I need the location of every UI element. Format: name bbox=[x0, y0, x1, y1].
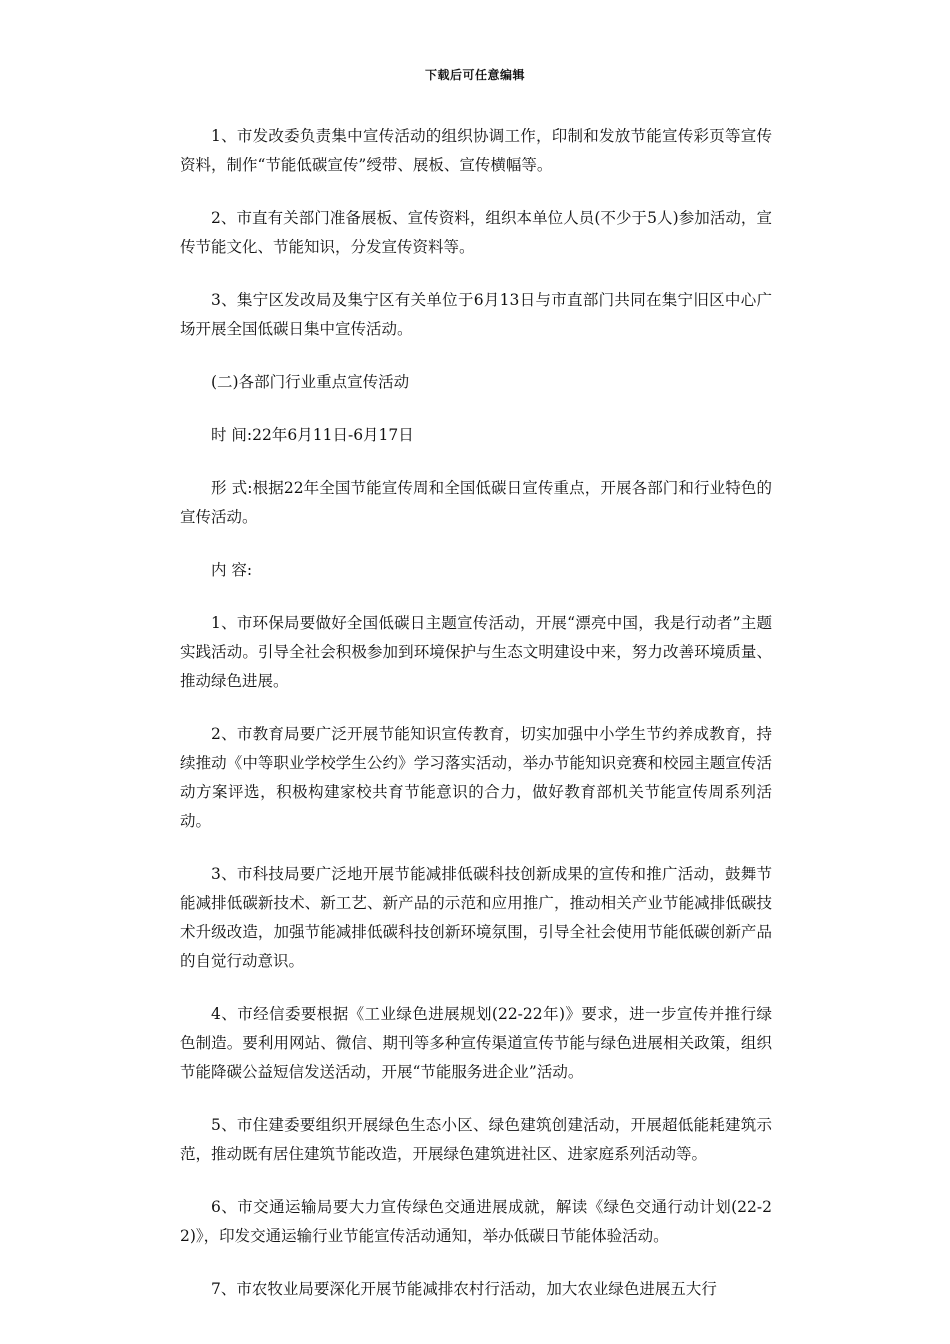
paragraph-agriculture-bureau: 7、市农牧业局要深化开展节能减排农村行活动，加大农业绿色进展五大行 bbox=[211, 1280, 717, 1298]
document-body bbox=[180, 122, 772, 1328]
paragraph-transport-bureau: 6、市交通运输局要大力宣传绿色交通进展成就，解读《绿色交通行动计划(22-22)》，印发交通运输行业节能宣传活动通知，举办低碳日节能体验活动。 bbox=[180, 1198, 772, 1245]
form-line: 形 式:根据22年全国节能宣传周和全国低碳日宣传重点，开展各部门和行业特色的宣传活动。 bbox=[180, 479, 772, 526]
content-label: 内 容: bbox=[211, 561, 253, 579]
paragraph-education-bureau: 2、市教育局要广泛开展节能知识宣传教育，切实加强中小学生节约养成教育，持续推动《中等职业学校学生公约》学习落实活动，举办节能知识竞赛和校园主题宣传活动方案评选，积极构建家校共育节能意识的合力，做好教育部机关节能宣传周系列活动。 bbox=[180, 725, 772, 830]
paragraph-item-1: 1、市发改委负责集中宣传活动的组织协调工作，印制和发放节能宣传彩页等宣传资料，制作“节能低碳宣传”绶带、展板、宣传横幅等。 bbox=[180, 127, 772, 174]
time-line: 时 间:22年6月11日-6月17日 bbox=[211, 426, 414, 444]
paragraph-economy-commission: 4、市经信委要根据《工业绿色进展规划(22-22年)》要求，进一步宣传并推行绿色制造。要利用网站、微信、期刊等多种宣传渠道宣传节能与绿色进展相关政策，组织节能降碳公益短信发送活动，开展“节能服务进企业”活动。 bbox=[180, 1005, 772, 1081]
paragraph-environment-bureau: 1、市环保局要做好全国低碳日主题宣传活动，开展“漂亮中国，我是行动者”主题实践活动。引导全社会积极参加到环境保护与生态文明建设中来，努力改善环境质量、推动绿色进展。 bbox=[180, 614, 772, 690]
paragraph-item-2: 2、市直有关部门准备展板、宣传资料，组织本单位人员(不少于5人)参加活动，宣传节能文化、节能知识，分发宣传资料等。 bbox=[180, 209, 772, 256]
paragraph-housing-commission: 5、市住建委要组织开展绿色生态小区、绿色建筑创建活动，开展超低能耗建筑示范，推动既有居住建筑节能改造，开展绿色建筑进社区、进家庭系列活动等。 bbox=[180, 1116, 772, 1163]
paragraph-science-bureau: 3、市科技局要广泛地开展节能减排低碳科技创新成果的宣传和推广活动，鼓舞节能减排低碳新技术、新工艺、新产品的示范和应用推广，推动相关产业节能减排低碳技术升级改造，加强节能减排低碳科技创新环境氛围，引导全社会使用节能低碳创新产品的自觉行动意识。 bbox=[180, 865, 772, 970]
page-header: 下载后可任意编辑 bbox=[424, 68, 525, 82]
paragraph-item-3: 3、集宁区发改局及集宁区有关单位于6月13日与市直部门共同在集宁旧区中心广场开展全国低碳日集中宣传活动。 bbox=[180, 291, 772, 338]
section-heading: (二)各部门行业重点宣传活动 bbox=[211, 373, 410, 391]
